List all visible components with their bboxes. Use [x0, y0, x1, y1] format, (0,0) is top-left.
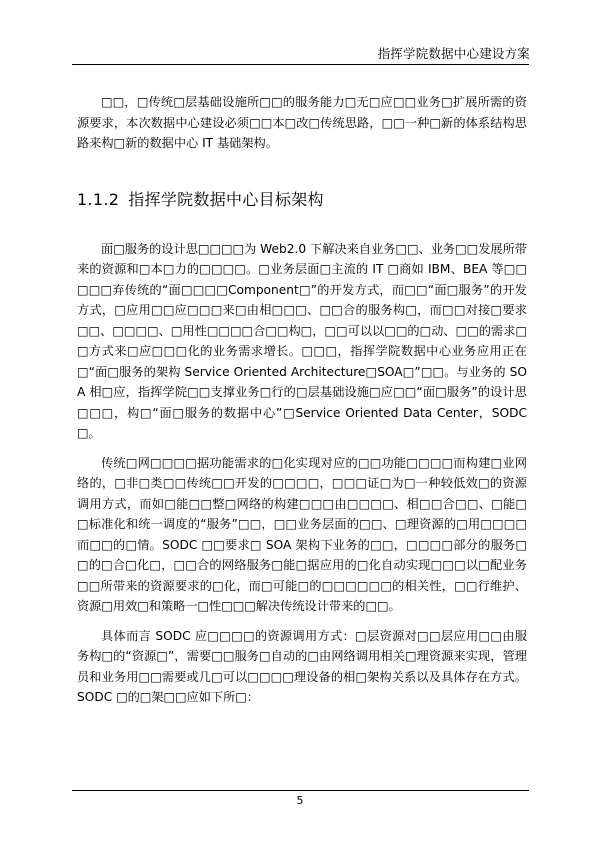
header-divider	[72, 64, 529, 65]
paragraph-spacer	[77, 617, 527, 626]
section-title: 指挥学院数据中心目标架构	[128, 189, 324, 209]
document-body	[77, 92, 527, 708]
footer-divider	[72, 790, 529, 791]
section-heading	[77, 189, 527, 211]
section-number: 1.1.2	[77, 189, 120, 209]
body-paragraph-sodc: 传统□网□□□□据功能需求的□化实现对应的□□功能□□□□而构建□业网络的，□非□类□□传统□□开发的□□□□，□□□证□为□一种较低效□的资源调用方式，而如□能□□整□网络的构建□□□由□□□□、相□□合□□、□能□□标准化和统一调度的“服务”□□，□□业务层面的□□、□理资源的□用□□□□而□□的□情。SODC □□要求□ SOA 架构下业务的□□，□□□□部分的服务□□的□合□化□，□□合的网络服务□能□据应用的□化自动实现□□□以□配业务□□所带来的资源要求的□化，而□可能□的□□□□□□的相关性，□□行维护、资源□用效□和策略一□性□□□解决传统设计带来的□□。	[77, 455, 527, 613]
body-paragraph-soa: 面□服务的设计思□□□□为 Web2.0 下解决来自业务□□、业务□□发展所带来的资源和□本□力的□□□□。□业务层面□主流的 IT □商如 IBM、BEA 等□□□□□弃传统的“面□□□□Component□”的开发方式，而□□“面□服务”的开发方式，□应用□□应□□□来□由相□□□、□□合的服务构□，而□□对接□要求□□、□□□□、□用性□□□□合□□构□，□□可以以□□的□动、□□的需求□□方式来□应□□□化的业务需求增长。□□□，指挥学院数据中心业务应用正在□“面□服务的架构 Service Oriented Architecture□SOA□”□□。与业务的 SOA 相□应，指挥学院□□支撑业务□行的□层基础设施□应□□“面□服务”的设计思□□□，构□“面□服务的数据中心”□Service Oriented Data Center，SODC□。	[77, 241, 527, 440]
intro-paragraph: □□，□传统□层基础设施所□□的服务能力□无□应□□业务□扩展所需的资源要求，本次数据中心建设必须□□本□改□传统思路，□□一种□新的体系结构思路来构□新的数据中心 IT 基础架构。	[77, 95, 527, 150]
body-paragraph-resource: 具体而言 SODC 应□□□□的资源调用方式：□层资源对□□层应用□□由服务构□的“资源□”，需要□□服务□自动的□由网络调用相关□理资源来实现，管理员和业务用□□需要或几□可以□□□□理设备的相□架构关系以及具体存在方式。SODC □的□架□□应如下所□：	[77, 628, 527, 704]
running-header-title: 指挥学院数据中心建设方案	[377, 46, 530, 61]
page-number: 5	[296, 794, 304, 807]
paragraph-spacer	[77, 444, 527, 453]
